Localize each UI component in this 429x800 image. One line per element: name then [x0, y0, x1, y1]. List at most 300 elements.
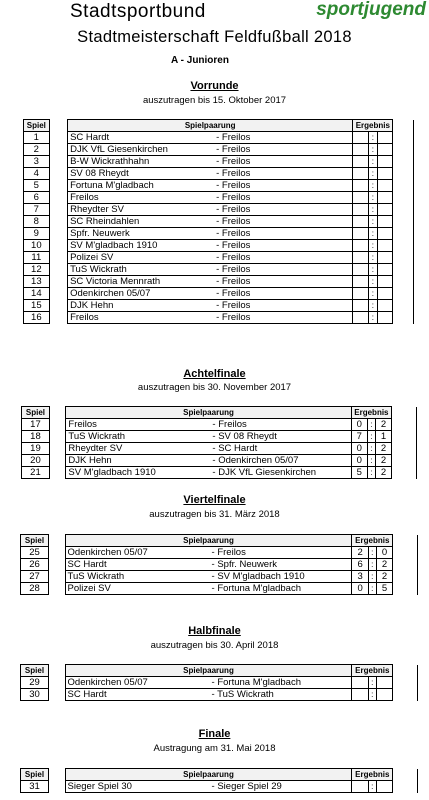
match-number: 14 — [24, 288, 50, 300]
gap-cell — [49, 312, 67, 324]
score-separator: : — [368, 228, 377, 240]
score-separator: : — [367, 455, 375, 467]
gap-cell — [393, 689, 418, 701]
achtelfinale-table — [21, 406, 417, 479]
away-team: - Sieger Spiel 29 — [211, 781, 282, 792]
away-team: - Freilos — [216, 216, 251, 227]
gap-cell — [393, 288, 414, 300]
match-pairing — [68, 180, 353, 192]
home-team: Polizei SV — [67, 583, 111, 594]
finale-title: Finale — [198, 728, 231, 740]
gap-cell — [48, 665, 65, 677]
gap-cell — [393, 583, 418, 595]
away-score: 1 — [375, 431, 391, 443]
home-team: TuS Wickrath — [67, 571, 125, 582]
score-separator: : — [368, 156, 377, 168]
match-number: 21 — [22, 467, 50, 479]
score-separator: : — [367, 431, 375, 443]
away-team: - Freilos — [216, 300, 251, 311]
home-team: SV M'gladbach 1910 — [68, 467, 156, 478]
table-row — [22, 419, 417, 431]
home-team: Polizei SV — [70, 252, 114, 263]
away-score — [377, 156, 392, 168]
gap-cell — [48, 677, 65, 689]
away-score — [376, 781, 392, 793]
away-score — [377, 228, 392, 240]
match-number: 28 — [21, 583, 49, 595]
away-team: - Freilos — [216, 132, 251, 143]
gap-cell — [393, 571, 418, 583]
away-score — [377, 180, 392, 192]
away-team: - Freilos — [211, 547, 246, 558]
gap-cell — [393, 252, 414, 264]
gap-cell — [393, 240, 414, 252]
gap-cell — [49, 443, 66, 455]
away-score: 2 — [376, 559, 392, 571]
col-header-spielpaarung: Spielpaarung — [65, 665, 352, 677]
home-team: Sieger Spiel 30 — [67, 781, 132, 792]
gap-cell — [48, 547, 65, 559]
away-team: - Freilos — [216, 156, 251, 167]
match-pairing — [65, 559, 352, 571]
gap-cell — [49, 228, 67, 240]
match-pairing — [68, 240, 353, 252]
match-number: 27 — [21, 571, 49, 583]
match-pairing — [65, 547, 352, 559]
home-score — [352, 677, 368, 689]
gap-cell — [393, 192, 414, 204]
home-team: Freilos — [70, 192, 99, 203]
away-team: - SC Hardt — [212, 443, 258, 454]
score-separator: : — [368, 204, 377, 216]
match-pairing — [66, 419, 351, 431]
col-header-spielpaarung: Spielpaarung — [66, 407, 351, 419]
gap-cell — [393, 204, 414, 216]
away-team: - Freilos — [216, 312, 251, 323]
col-header-ergebnis: Ergebnis — [353, 120, 393, 132]
gap-cell — [393, 168, 414, 180]
home-score — [353, 300, 368, 312]
match-number: 17 — [22, 419, 50, 431]
gap-cell — [48, 769, 65, 781]
away-team: - Spfr. Neuwerk — [211, 559, 277, 570]
match-number: 10 — [24, 240, 50, 252]
away-score: 2 — [376, 571, 392, 583]
viertelfinale-table — [20, 534, 418, 595]
away-score — [377, 312, 392, 324]
gap-cell — [392, 407, 417, 419]
away-score — [377, 288, 392, 300]
col-header-ergebnis: Ergebnis — [352, 535, 393, 547]
match-number: 4 — [24, 168, 50, 180]
vorrunde-subtitle: auszutragen bis 15. Oktober 2017 — [142, 95, 287, 106]
table-row — [24, 144, 414, 156]
match-number: 11 — [24, 252, 50, 264]
gap-cell — [393, 769, 418, 781]
match-pairing — [68, 144, 353, 156]
home-score — [353, 168, 368, 180]
score-separator: : — [368, 276, 377, 288]
score-separator: : — [368, 144, 377, 156]
match-pairing — [65, 689, 352, 701]
score-separator: : — [368, 288, 377, 300]
gap-cell — [393, 264, 414, 276]
home-score — [353, 132, 368, 144]
match-number: 20 — [22, 455, 50, 467]
home-score — [352, 689, 368, 701]
home-score — [353, 144, 368, 156]
home-score: 6 — [352, 559, 368, 571]
score-separator: : — [368, 264, 377, 276]
table-row — [24, 180, 414, 192]
away-score: 0 — [376, 547, 392, 559]
gap-cell — [49, 264, 67, 276]
gap-cell — [49, 156, 67, 168]
gap-cell — [49, 120, 67, 132]
gap-cell — [393, 312, 414, 324]
gap-cell — [392, 467, 417, 479]
table-row — [24, 156, 414, 168]
home-team: SC Hardt — [67, 559, 107, 570]
score-separator: : — [368, 300, 377, 312]
home-score — [353, 264, 368, 276]
home-score: 0 — [351, 419, 367, 431]
table-row — [22, 467, 417, 479]
table-row — [22, 455, 417, 467]
home-team: Freilos — [68, 419, 97, 430]
match-pairing — [68, 168, 353, 180]
score-separator: : — [368, 192, 377, 204]
home-team: DJK Hehn — [68, 455, 112, 466]
score-separator: : — [368, 312, 377, 324]
gap-cell — [49, 431, 66, 443]
gap-cell — [49, 455, 66, 467]
gap-cell — [49, 419, 66, 431]
away-score — [377, 216, 392, 228]
match-pairing — [68, 132, 353, 144]
match-pairing — [68, 156, 353, 168]
gap-cell — [49, 204, 67, 216]
gap-cell — [393, 120, 414, 132]
away-team: - Fortuna M'gladbach — [211, 677, 302, 688]
col-header-ergebnis: Ergebnis — [352, 769, 393, 781]
away-score — [377, 276, 392, 288]
match-pairing — [68, 204, 353, 216]
gap-cell — [49, 192, 67, 204]
match-pairing — [68, 288, 353, 300]
score-separator: : — [368, 132, 377, 144]
home-score — [352, 781, 368, 793]
home-score — [353, 192, 368, 204]
home-team: Rheydter SV — [70, 204, 124, 215]
match-pairing — [68, 276, 353, 288]
away-score: 2 — [375, 467, 391, 479]
match-pairing — [65, 781, 352, 793]
gap-cell — [392, 455, 417, 467]
away-team: - TuS Wickrath — [211, 689, 274, 700]
match-number: 13 — [24, 276, 50, 288]
home-score: 5 — [351, 467, 367, 479]
table-row — [24, 228, 414, 240]
home-team: SV M'gladbach 1910 — [70, 240, 158, 251]
away-team: - DJK VfL Giesenkirchen — [212, 467, 317, 478]
table-row — [21, 559, 418, 571]
table-row — [24, 276, 414, 288]
gap-cell — [48, 535, 65, 547]
home-score — [353, 228, 368, 240]
table-row — [24, 300, 414, 312]
gap-cell — [49, 252, 67, 264]
gap-cell — [393, 180, 414, 192]
home-team: Freilos — [70, 312, 99, 323]
gap-cell — [392, 431, 417, 443]
away-team: - Freilos — [216, 192, 251, 203]
home-score: 2 — [352, 547, 368, 559]
match-number: 29 — [21, 677, 49, 689]
table-row — [22, 431, 417, 443]
home-team: Rheydter SV — [68, 443, 123, 454]
gap-cell — [48, 583, 65, 595]
home-team: SC Hardt — [67, 689, 107, 700]
gap-cell — [392, 443, 417, 455]
away-score — [376, 677, 392, 689]
halbfinale-subtitle: auszutragen bis 30. April 2018 — [150, 640, 279, 651]
gap-cell — [393, 144, 414, 156]
away-team: - Freilos — [216, 288, 251, 299]
table-row — [22, 443, 417, 455]
away-score: 2 — [375, 419, 391, 431]
away-score: 2 — [375, 443, 391, 455]
score-separator: : — [368, 252, 377, 264]
away-team: - SV M'gladbach 1910 — [211, 571, 305, 582]
away-score — [377, 240, 392, 252]
gap-cell — [48, 559, 65, 571]
match-pairing — [66, 467, 351, 479]
gap-cell — [393, 300, 414, 312]
col-header-spiel: Spiel — [21, 535, 49, 547]
gap-cell — [393, 156, 414, 168]
achtelfinale-subtitle: auszutragen bis 30. November 2017 — [137, 382, 292, 393]
home-team: Fortuna M'gladbach — [70, 180, 154, 191]
gap-cell — [49, 180, 67, 192]
gap-cell — [48, 689, 65, 701]
halbfinale-table — [20, 664, 418, 701]
away-score — [377, 168, 392, 180]
away-team: - Freilos — [216, 168, 251, 179]
away-team: - Freilos — [216, 144, 251, 155]
gap-cell — [392, 419, 417, 431]
col-header-spiel: Spiel — [21, 665, 49, 677]
home-score — [353, 240, 368, 252]
home-score — [353, 276, 368, 288]
home-team: Odenkirchen 05/07 — [67, 547, 148, 558]
table-row — [24, 204, 414, 216]
match-pairing — [68, 192, 353, 204]
gap-cell — [393, 216, 414, 228]
gap-cell — [49, 216, 67, 228]
home-score — [353, 312, 368, 324]
away-team: - Freilos — [216, 228, 251, 239]
gap-cell — [393, 547, 418, 559]
table-row — [21, 689, 418, 701]
col-header-spiel: Spiel — [22, 407, 50, 419]
vorrunde-table — [23, 119, 414, 324]
away-score — [377, 252, 392, 264]
table-row — [24, 168, 414, 180]
match-pairing — [65, 583, 352, 595]
gap-cell — [393, 132, 414, 144]
home-score: 7 — [351, 431, 367, 443]
away-score: 5 — [376, 583, 392, 595]
match-number: 16 — [24, 312, 50, 324]
home-score — [353, 204, 368, 216]
col-header-spielpaarung: Spielpaarung — [68, 120, 353, 132]
home-team: Odenkirchen 05/07 — [67, 677, 148, 688]
match-pairing — [66, 443, 351, 455]
halbfinale-title: Halbfinale — [188, 625, 241, 637]
finale-subtitle: Austragung am 31. Mai 2018 — [153, 743, 276, 754]
score-separator: : — [367, 443, 375, 455]
score-separator: : — [368, 168, 377, 180]
table-row — [21, 547, 418, 559]
match-number: 30 — [21, 689, 49, 701]
score-separator: : — [368, 216, 377, 228]
col-header-spiel: Spiel — [24, 120, 50, 132]
away-team: - Freilos — [216, 276, 251, 287]
match-number: 3 — [24, 156, 50, 168]
match-pairing — [65, 677, 352, 689]
col-header-spielpaarung: Spielpaarung — [65, 535, 352, 547]
table-row — [24, 264, 414, 276]
gap-cell — [48, 571, 65, 583]
vorrunde-title: Vorrunde — [190, 80, 239, 92]
away-team: - Fortuna M'gladbach — [211, 583, 302, 594]
score-separator: : — [368, 583, 376, 595]
match-number: 19 — [22, 443, 50, 455]
gap-cell — [49, 132, 67, 144]
table-row — [21, 583, 418, 595]
gap-cell — [49, 276, 67, 288]
gap-cell — [393, 535, 418, 547]
home-score: 0 — [351, 455, 367, 467]
match-pairing — [68, 216, 353, 228]
away-score — [377, 204, 392, 216]
away-team: - Freilos — [216, 204, 251, 215]
match-number: 1 — [24, 132, 50, 144]
away-score — [377, 300, 392, 312]
page-title: Stadtmeisterschaft Feldfußball 2018 — [77, 28, 352, 46]
home-score — [353, 252, 368, 264]
home-score — [353, 156, 368, 168]
score-separator: : — [368, 559, 376, 571]
match-number: 7 — [24, 204, 50, 216]
match-number: 5 — [24, 180, 50, 192]
score-separator: : — [368, 571, 376, 583]
score-separator: : — [368, 547, 376, 559]
match-number: 2 — [24, 144, 50, 156]
age-group: A - Junioren — [171, 55, 229, 66]
away-score — [376, 689, 392, 701]
gap-cell — [49, 144, 67, 156]
table-row — [21, 781, 418, 793]
away-score — [377, 264, 392, 276]
col-header-spiel: Spiel — [21, 769, 49, 781]
gap-cell — [49, 300, 67, 312]
away-score — [377, 192, 392, 204]
away-team: - Odenkirchen 05/07 — [212, 455, 299, 466]
match-pairing — [66, 431, 351, 443]
col-header-spielpaarung: Spielpaarung — [65, 769, 352, 781]
home-score: 0 — [351, 443, 367, 455]
sportjugend-logo: sportjugend — [316, 0, 426, 20]
home-score — [353, 216, 368, 228]
gap-cell — [49, 407, 66, 419]
score-separator: : — [368, 180, 377, 192]
table-row — [21, 677, 418, 689]
table-row — [24, 216, 414, 228]
home-score: 3 — [352, 571, 368, 583]
table-row — [24, 132, 414, 144]
home-team: SV 08 Rheydt — [70, 168, 129, 179]
match-pairing — [68, 312, 353, 324]
match-number: 9 — [24, 228, 50, 240]
match-number: 26 — [21, 559, 49, 571]
home-team: SC Hardt — [70, 132, 110, 143]
home-team: Odenkirchen 05/07 — [70, 288, 151, 299]
col-header-ergebnis: Ergebnis — [352, 665, 393, 677]
match-number: 12 — [24, 264, 50, 276]
gap-cell — [393, 665, 418, 677]
away-team: - SV 08 Rheydt — [212, 431, 277, 442]
gap-cell — [393, 677, 418, 689]
away-team: - Freilos — [216, 240, 251, 251]
gap-cell — [49, 288, 67, 300]
table-row — [24, 312, 414, 324]
col-header-ergebnis: Ergebnis — [351, 407, 392, 419]
home-team: TuS Wickrath — [68, 431, 126, 442]
home-team: Spfr. Neuwerk — [70, 228, 130, 239]
gap-cell — [393, 276, 414, 288]
match-pairing — [68, 252, 353, 264]
score-separator: : — [367, 419, 375, 431]
away-team: - Freilos — [216, 180, 251, 191]
match-pairing — [66, 455, 351, 467]
away-team: - Freilos — [216, 252, 251, 263]
match-number: 25 — [21, 547, 49, 559]
home-team: DJK VfL Giesenkirchen — [70, 144, 168, 155]
gap-cell — [49, 168, 67, 180]
table-row — [24, 252, 414, 264]
match-number: 31 — [21, 781, 49, 793]
viertelfinale-title: Viertelfinale — [183, 494, 246, 506]
gap-cell — [393, 559, 418, 571]
away-score — [377, 144, 392, 156]
home-team: SC Victoria Mennrath — [70, 276, 161, 287]
score-separator: : — [367, 467, 375, 479]
score-separator: : — [368, 240, 377, 252]
score-separator: : — [368, 689, 376, 701]
home-score: 0 — [352, 583, 368, 595]
score-separator: : — [368, 677, 376, 689]
home-score — [353, 180, 368, 192]
home-team: SC Rheindahlen — [70, 216, 140, 227]
gap-cell — [49, 467, 66, 479]
match-number: 8 — [24, 216, 50, 228]
viertelfinale-subtitle: auszutragen bis 31. März 2018 — [149, 509, 280, 520]
away-score — [377, 132, 392, 144]
gap-cell — [393, 781, 418, 793]
table-row — [24, 288, 414, 300]
